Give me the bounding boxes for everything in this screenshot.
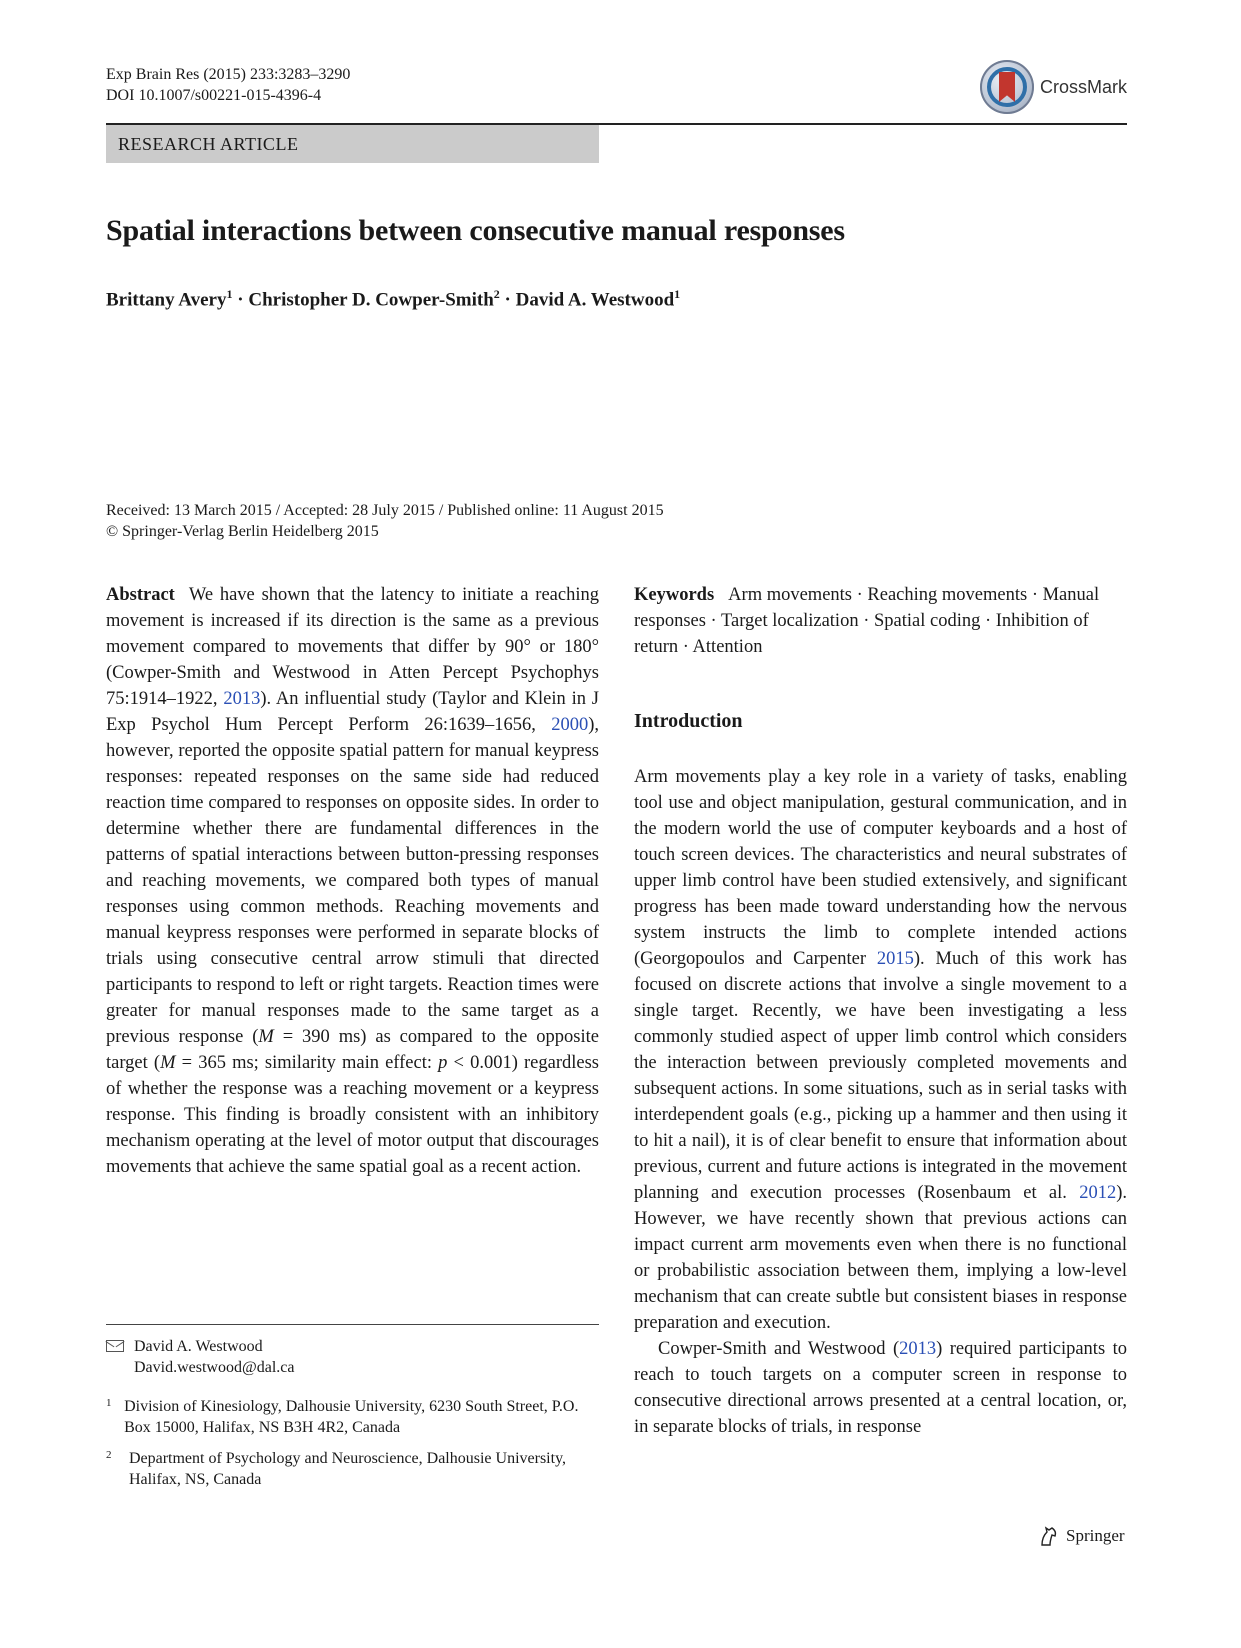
citation-link[interactable]: 2012 bbox=[1079, 1183, 1117, 1203]
abstract-label: Abstract bbox=[106, 585, 175, 605]
author-separator: · bbox=[499, 289, 516, 311]
journal-doi[interactable]: DOI 10.1007/s00221-015-4396-4 bbox=[106, 87, 322, 104]
author-affiliation-mark: 2 bbox=[493, 287, 500, 301]
intro-paragraph: Cowper-Smith and Westwood (2013) required participants to reach to touch targets on a computer screen in response to consecutive directional arrows presented at a central location, or, in separate blocks of trials, in response bbox=[634, 1339, 1127, 1437]
citation-link[interactable]: 2013 bbox=[899, 1339, 937, 1359]
journal-volume: Exp Brain Res (2015) 233:3283–3290 bbox=[106, 66, 351, 83]
publication-dates: Received: 13 March 2015 / Accepted: 28 July 2015 / Published online: 11 August 2015 bbox=[106, 502, 664, 519]
intro-paragraph: Arm movements play a key role in a variety of tasks, enabling tool use and object manipulation, gestural communication, and in the modern world the use of computer keyboards and a host of touch screen devices. The characteristics and neural substrates of upper limb control have been studied extensively, and significant progress has been made toward understanding how the nervous system instructs the limb to complete intended actions (Georgopoulos and Carpenter 2015). Much of this work has focused on discrete actions that involve a single movement to a single target. Recently, we have been investigating a less commonly studied aspect of upper limb control which considers the interaction between previously completed movements and subsequent actions. In some situations, such as in serial tasks with interdependent goals (e.g., picking up a hammer and then using it to hit a nail), it is of clear benefit to ensure that information about previous, current and future actions is integrated in the movement planning and execution processes (Rosenbaum et al. 2012). However, we have recently shown that previous actions can impact current arm movements even when there is no functional or probabilistic association between them, implying a low-level mechanism that can create subtle but consistent biases in response preparation and execution. bbox=[634, 767, 1127, 1333]
affiliation-text: Division of Kinesiology, Dalhousie University, 6230 South Street, P.O. Box 15000, Halifax, NS B3H 4R2, Canada bbox=[124, 1398, 579, 1436]
publisher-logo bbox=[1038, 1525, 1125, 1547]
author-affiliation-mark: 1 bbox=[226, 287, 233, 301]
affiliation-text: Department of Psychology and Neuroscience, Dalhousie University, Halifax, NS, Canada bbox=[128, 1450, 567, 1488]
crossmark-icon bbox=[980, 60, 1034, 114]
author-affiliation-mark: 1 bbox=[674, 287, 681, 301]
abstract-section bbox=[106, 582, 599, 1180]
crossmark-label: CrossMark bbox=[1040, 76, 1128, 97]
affiliation-2 bbox=[106, 1448, 599, 1490]
keywords-label: Keywords bbox=[634, 585, 715, 605]
author-name: Brittany Avery bbox=[106, 289, 227, 311]
citation-link[interactable]: 2000 bbox=[551, 715, 589, 735]
copyright-notice: © Springer-Verlag Berlin Heidelberg 2015 bbox=[106, 523, 379, 540]
corresponding-author bbox=[106, 1336, 599, 1378]
envelope-icon bbox=[106, 1340, 124, 1352]
author-name: Christopher D. Cowper-Smith bbox=[248, 289, 494, 311]
journal-citation bbox=[106, 64, 350, 106]
introduction-heading: Introduction bbox=[634, 710, 743, 732]
author-name: David A. Westwood bbox=[515, 289, 675, 311]
article-title: Spatial interactions between consecutive manual responses bbox=[106, 214, 845, 247]
affiliation-number: 2 bbox=[106, 1449, 112, 1461]
citation-link[interactable]: 2013 bbox=[223, 689, 261, 709]
introduction-body bbox=[634, 764, 1127, 1440]
contact-name: David A. Westwood bbox=[134, 1338, 263, 1355]
affiliation-number: 1 bbox=[106, 1397, 112, 1409]
footnote-rule bbox=[106, 1324, 599, 1325]
keywords-list: Arm movements · Reaching movements · Manual responses · Target localization · Spatial coding · Inhibition of return · Attention bbox=[634, 585, 1100, 657]
springer-horse-icon bbox=[1038, 1525, 1060, 1547]
citation-link[interactable]: 2015 bbox=[876, 949, 914, 969]
author-list bbox=[106, 287, 680, 311]
affiliation-1 bbox=[106, 1396, 599, 1438]
abstract-text: Abstract We have shown that the latency to initiate a reaching movement is increased if its direction is the same as a previous movement compared to movements that differ by 90° or 180° (Cowper-Smith and Westwood in Atten Percept Psychophys 75:1914–1922, 2013). An influential study (Taylor and Klein in J Exp Psychol Hum Percept Perform 26:1639–1656, 2000), however, reported the opposite spatial pattern for manual keypress responses: repeated responses on the same side had reduced reaction time compared to responses on opposite sides. In order to determine whether there are fundamental differences in the patterns of spatial interactions between button-pressing responses and reaching movements, we compared both types of manual responses using common methods. Reaching movements and manual keypress responses were performed in separate blocks of trials using consecutive central arrow stimuli that directed participants to respond to left or right targets. Reaction times were greater for manual responses made to the same target as a previous response (M = 390 ms) as compared to the opposite target (M = 365 ms; similarity main effect: p < 0.001) regardless of whether the response was a reaching movement or a keypress response. This finding is broadly consistent with an inhibitory mechanism operating at the level of motor output that discourages movements that achieve the same spatial goal as a recent action. bbox=[106, 585, 599, 1177]
section-label: RESEARCH ARTICLE bbox=[106, 125, 599, 163]
keywords-section bbox=[634, 582, 1127, 660]
contact-email[interactable]: David.westwood@dal.ca bbox=[134, 1359, 295, 1376]
author-separator: · bbox=[232, 289, 249, 311]
publisher-name: Springer bbox=[1066, 1526, 1125, 1545]
crossmark-badge[interactable] bbox=[980, 60, 1127, 114]
